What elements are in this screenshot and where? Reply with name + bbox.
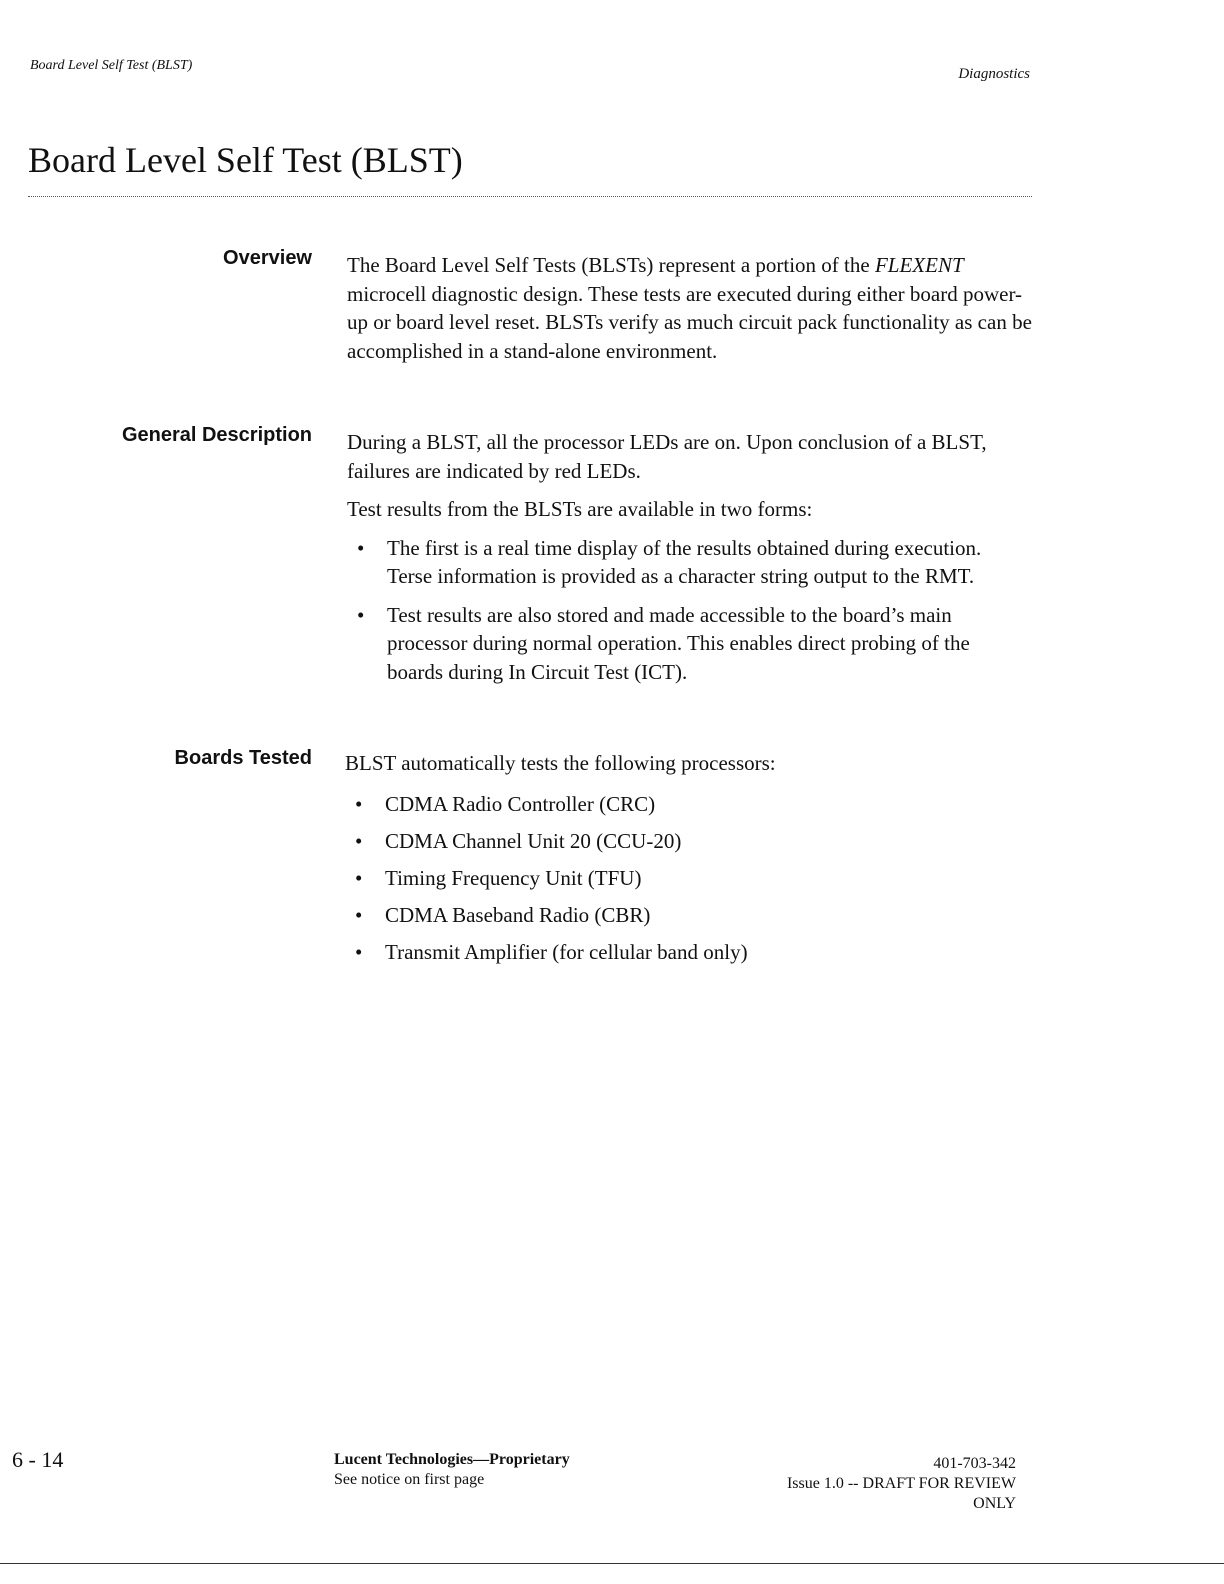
- general-description-body: [347, 428, 1027, 686]
- overview-body: [347, 251, 1037, 365]
- boards-tested-bullet-list: [345, 786, 1025, 971]
- footer-issue-line-2: ONLY: [973, 1495, 1016, 1512]
- footer-proprietary: [334, 1450, 570, 1490]
- title-divider: [28, 196, 1032, 197]
- general-description-label: General Description: [121, 424, 312, 446]
- running-header-left: Board Level Self Test (BLST): [30, 58, 193, 73]
- general-description-paragraph-1: During a BLST, all the processor LEDs are on. Upon conclusion of a BLST, failures are indicated by red LEDs.: [347, 430, 987, 483]
- general-description-paragraph-2: Test results from the BLSTs are available in two forms:: [347, 497, 813, 521]
- boards-tested-body: [345, 749, 1025, 971]
- footer-doc-number: 401-703-342: [933, 1455, 1016, 1472]
- list-item: • CDMA Radio Controller (CRC): [345, 786, 1025, 823]
- list-item: • CDMA Baseband Radio (CBR): [345, 897, 1025, 934]
- overview-label: Overview: [223, 247, 312, 269]
- footer-document-info: [700, 1454, 1016, 1514]
- overview-paragraph: [347, 251, 1037, 365]
- page-title: Board Level Self Test (BLST): [28, 140, 463, 180]
- footer-issue-line-1: Issue 1.0 -- DRAFT FOR REVIEW: [786, 1475, 1016, 1492]
- boards-tested-intro: BLST automatically tests the following processors:: [345, 751, 776, 775]
- overview-text-after: microcell diagnostic design. These tests are executed during either board power-up or board level reset. BLSTs verify as much circuit pack functionality as can be accomplished in a stand-alone environment.: [347, 281, 1032, 363]
- running-header-right: Diagnostics: [958, 66, 1030, 82]
- overview-text-before: The Board Level Self Tests (BLSTs) represent a portion of the: [347, 253, 875, 277]
- list-item: • The first is a real time display of the results obtained during execution. Terse information is provided as a character string output to the RMT.: [347, 534, 1027, 591]
- bottom-divider: [0, 1563, 1224, 1564]
- list-item: • Timing Frequency Unit (TFU): [345, 860, 1025, 897]
- list-item: • Test results are also stored and made accessible to the board’s main processor during normal operation. This enables direct probing of the boards during In Circuit Test (ICT).: [347, 601, 1027, 687]
- footer-notice: See notice on first page: [334, 1471, 485, 1488]
- list-item: • CDMA Channel Unit 20 (CCU-20): [345, 823, 1025, 860]
- overview-product-name: FLEXENT: [874, 253, 964, 277]
- footer-company: Lucent Technologies—Proprietary: [334, 1451, 570, 1468]
- page-number: 6 - 14: [12, 1447, 64, 1472]
- general-description-bullet-list: [347, 534, 1027, 687]
- list-item: • Transmit Amplifier (for cellular band only): [345, 934, 1025, 971]
- boards-tested-label: Boards Tested: [174, 747, 312, 769]
